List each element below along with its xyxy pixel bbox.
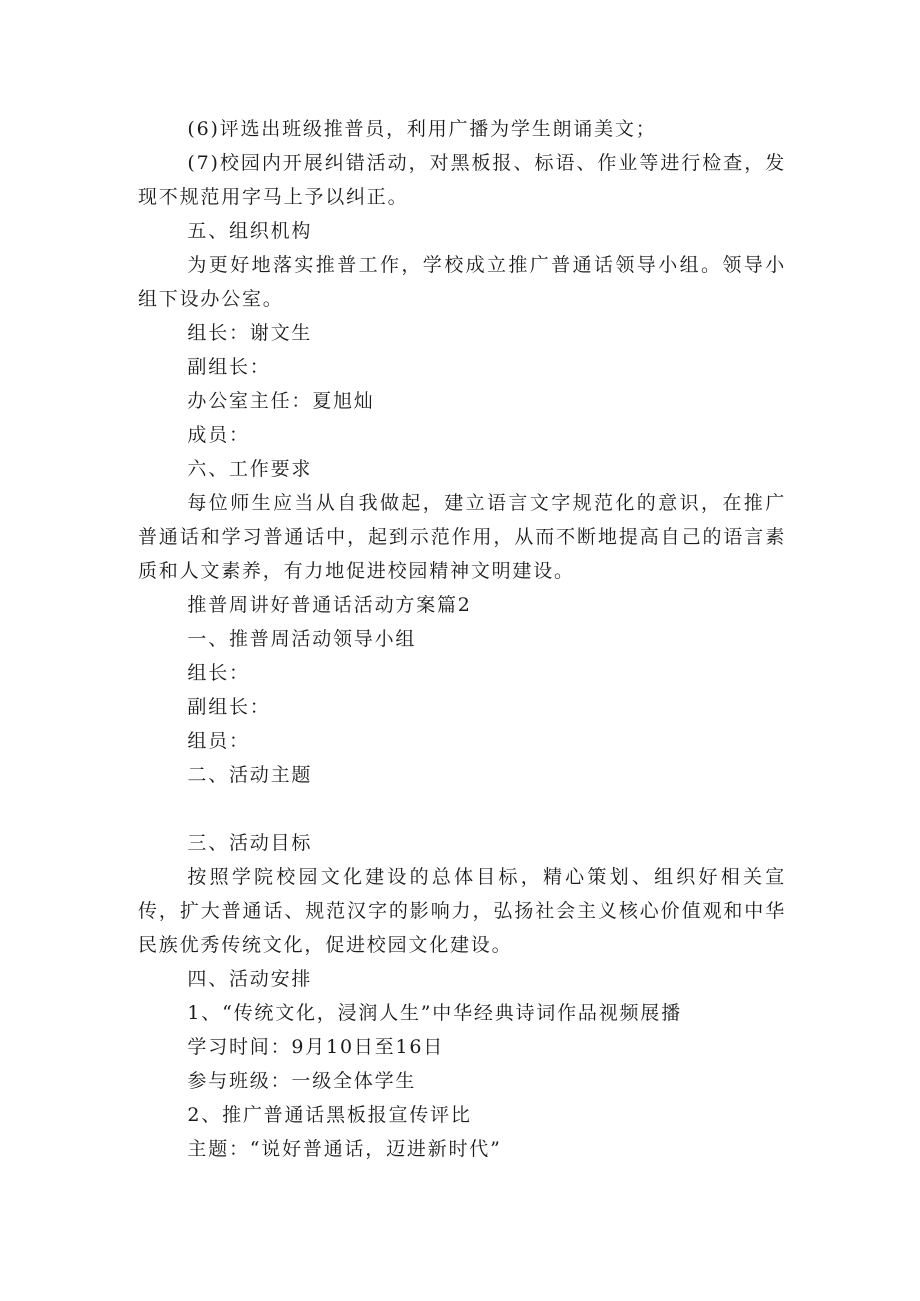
section-heading-goals: 三、活动目标 [187,832,313,854]
document-body [138,112,786,1166]
paragraph-organization: 为更好地落实推普工作，学校成立推广普通话领导小组。领导小组下设办公室。 [138,254,786,310]
section-heading-requirements: 六、工作要求 [187,458,313,480]
blank-line [138,792,786,826]
line-office-director: 办公室主任：夏旭灿 [187,390,375,412]
line-leader: 组长：谢文生 [187,322,313,344]
paragraph-item-7: (7)校园内开展纠错活动，对黑板报、标语、作业等进行检查，发现不规范用字马上予以纠正。 [138,152,786,208]
section-heading-leadership-group: 一、推普周活动领导小组 [187,628,417,650]
line-participating-classes: 参与班级：一级全体学生 [187,1070,417,1092]
paragraph-requirements: 每位师生应当从自我做起，建立语言文字规范化的意识，在推广普通话和学习普通话中，起到示范作用，从而不断地提高自己的语言素质和人文素养，有力地促进校园精神文明建设。 [138,492,786,582]
section-heading-organization: 五、组织机构 [187,220,313,242]
arrangement-item-2: 2、推广普通话黑板报宣传评比 [187,1104,472,1126]
line-group-members: 组员： [187,730,250,752]
paragraph-item-6: (6)评选出班级推普员，利用广播为学生朗诵美文； [187,118,657,140]
line-theme-slogan: 主题：“说好普通话，迈进新时代” [187,1138,502,1160]
section-heading-arrangements: 四、活动安排 [187,968,313,990]
line-members: 成员： [187,424,250,446]
line-study-time: 学习时间：9月10日至16日 [187,1036,445,1058]
article-title-part-2: 推普周讲好普通话活动方案篇2 [187,594,472,616]
line-deputy-leader: 副组长： [187,356,271,378]
section-heading-theme: 二、活动主题 [187,764,313,786]
line-group-leader: 组长： [187,662,250,684]
paragraph-goals: 按照学院校园文化建设的总体目标，精心策划、组织好相关宣传，扩大普通话、规范汉字的影响力，弘扬社会主义核心价值观和中华民族优秀传统文化，促进校园文化建设。 [138,866,786,956]
line-group-deputy-leader: 副组长： [187,696,271,718]
arrangement-item-1: 1、“传统文化，浸润人生”中华经典诗词作品视频展播 [187,1002,682,1024]
